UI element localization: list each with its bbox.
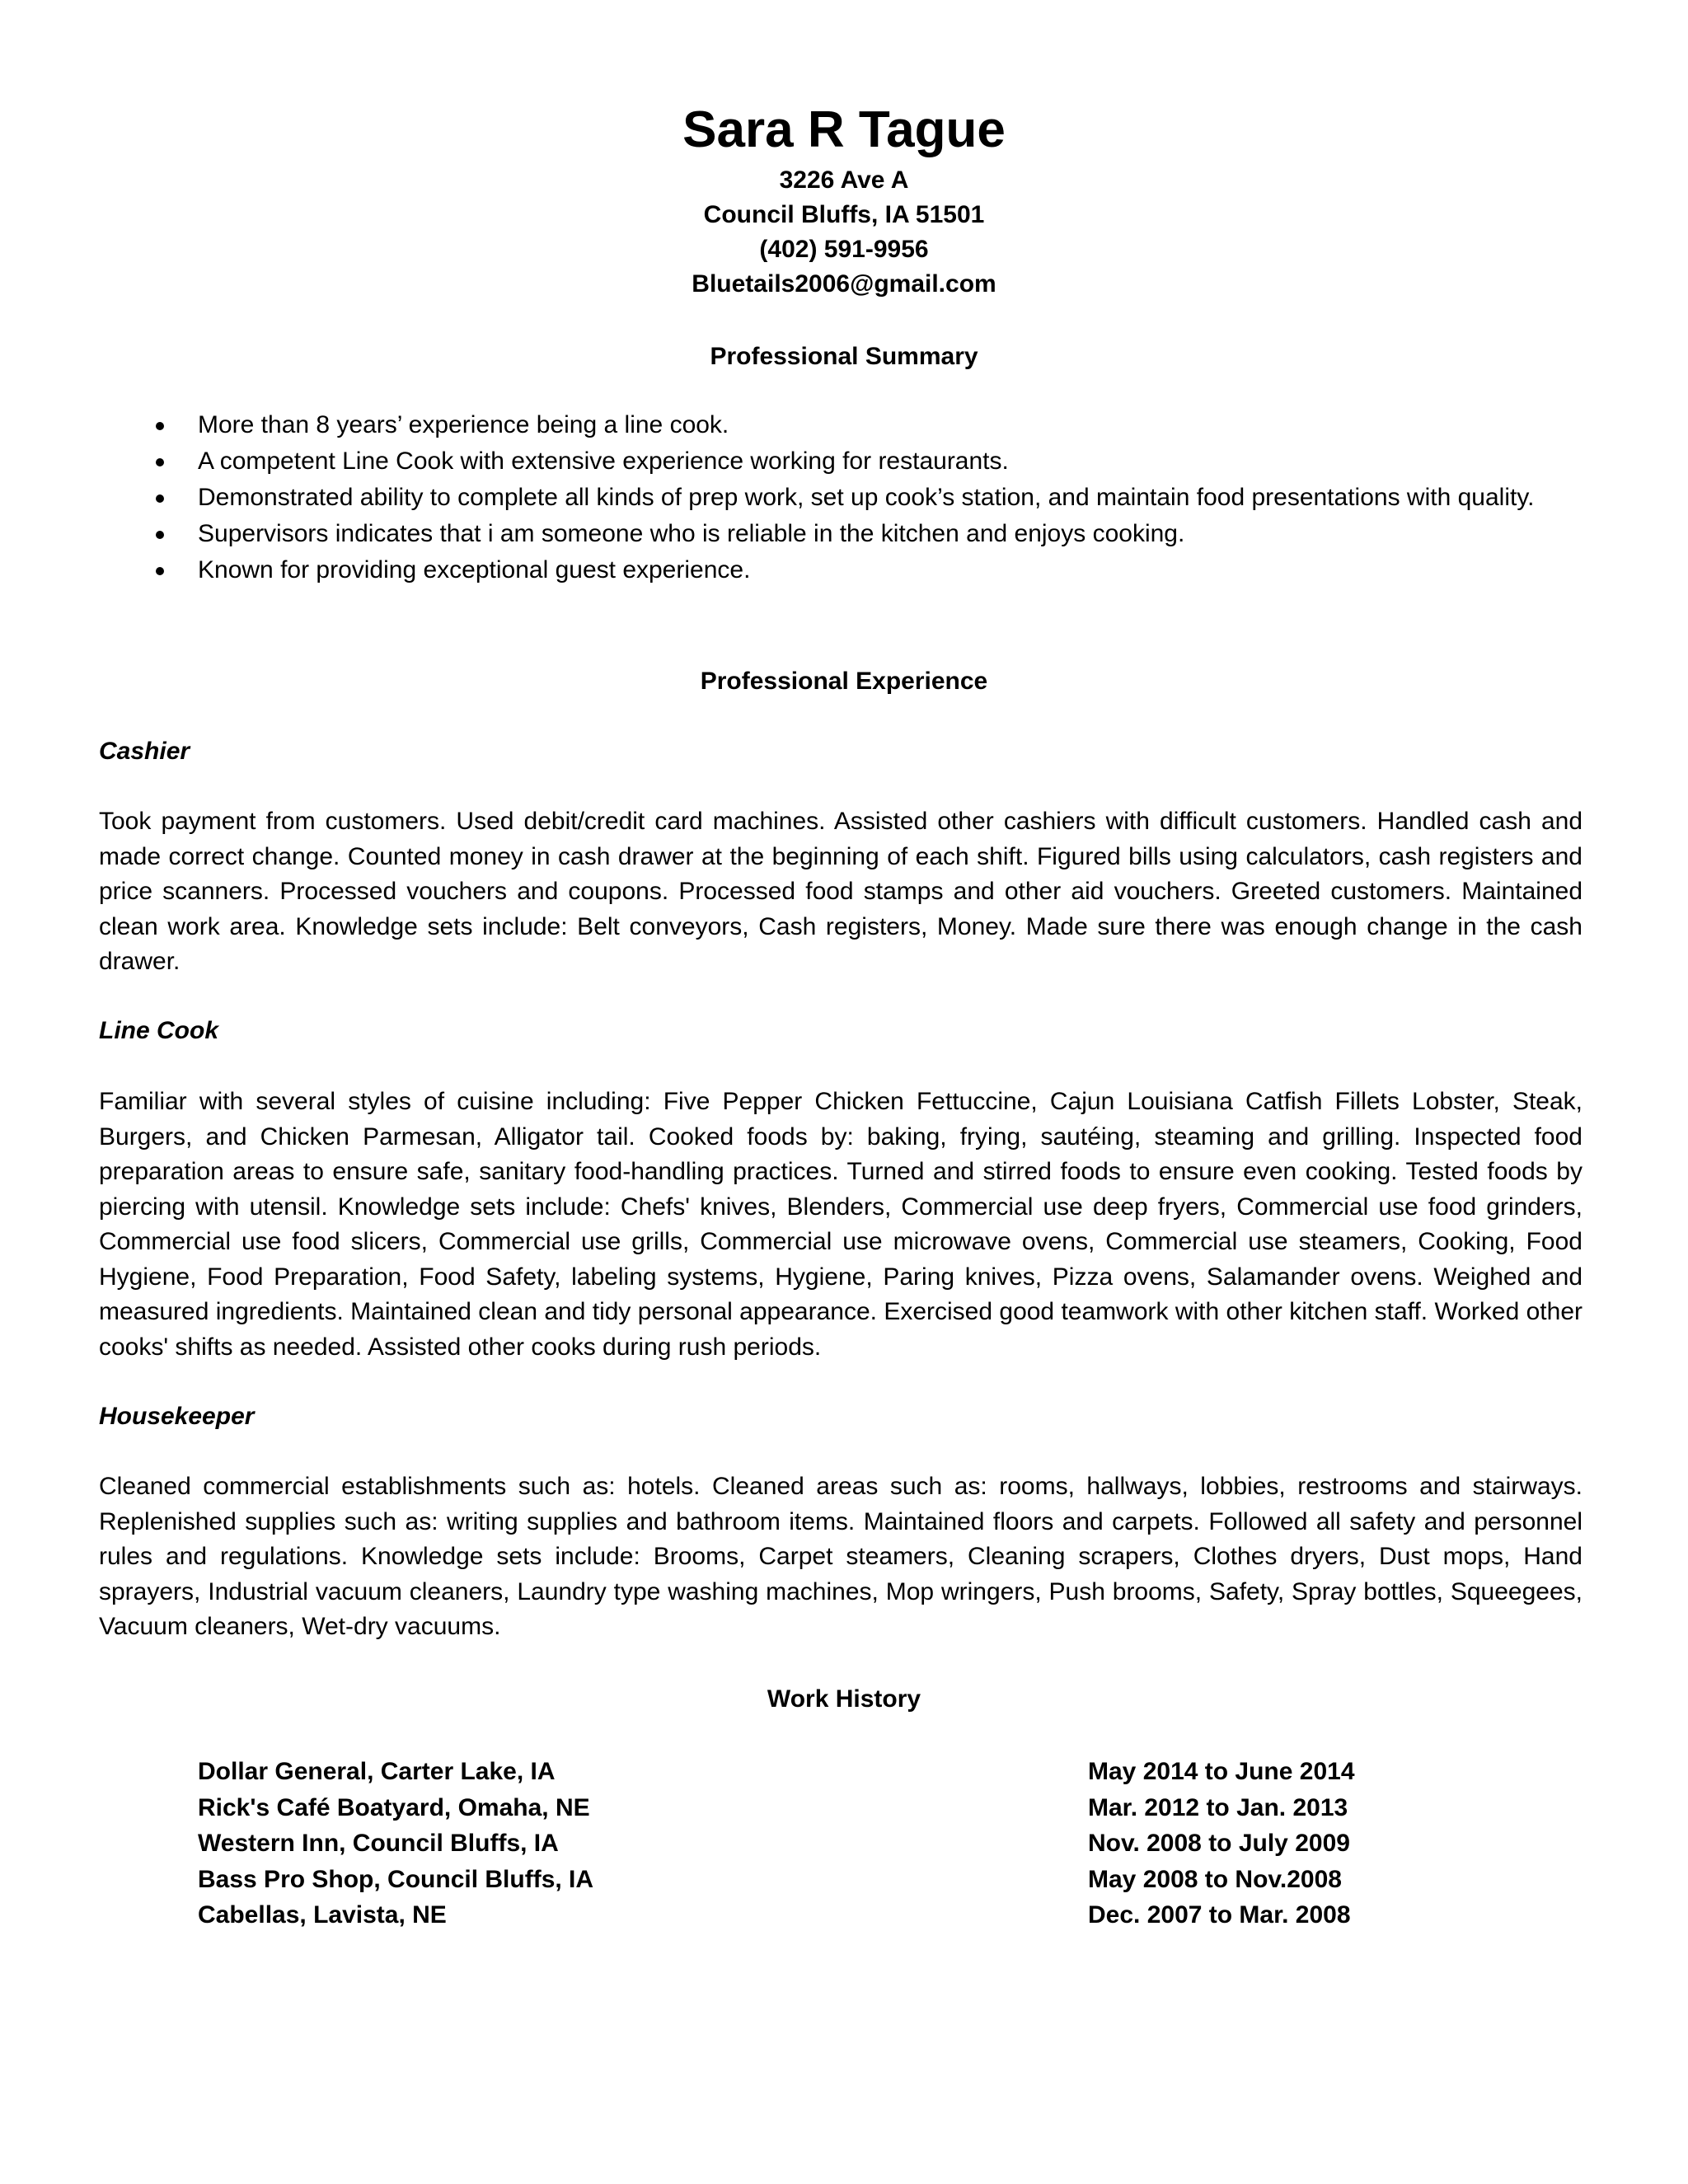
employer: Bass Pro Shop, Council Bluffs, IA	[198, 1865, 594, 1893]
summary-heading: Professional Summary	[710, 343, 978, 370]
summary-list	[144, 407, 1578, 588]
work-history-row	[198, 1754, 1434, 1790]
bullet-icon	[156, 567, 164, 575]
bullet-icon	[156, 494, 164, 503]
experience-heading: Professional Experience	[700, 668, 988, 695]
employer: Dollar General, Carter Lake, IA	[198, 1758, 556, 1785]
work-history-row	[198, 1897, 1434, 1933]
email-address: Bluetails2006@gmail.com	[692, 270, 996, 298]
work-history-heading: Work History	[767, 1685, 921, 1713]
summary-item: Demonstrated ability to complete all kinds of prep work, set up cook’s station, and maintain food presentations with quality.	[144, 480, 1578, 516]
bullet-icon	[156, 422, 164, 430]
employment-dates: Dec. 2007 to Mar. 2008	[1088, 1901, 1351, 1929]
work-history-row	[198, 1825, 1434, 1862]
address-line-2: Council Bluffs, IA 51501	[703, 201, 985, 228]
work-history-row	[198, 1862, 1434, 1898]
work-history-row	[198, 1790, 1434, 1826]
bullet-icon	[156, 458, 164, 466]
candidate-name: Sara R Tague	[682, 101, 1006, 158]
phone-number: (402) 591-9956	[759, 236, 929, 263]
address-line-1: 3226 Ave A	[779, 166, 909, 194]
employer: Western Inn, Council Bluffs, IA	[198, 1830, 559, 1857]
work-history-table	[198, 1754, 1434, 1933]
job-title-housekeeper: Housekeeper	[99, 1403, 255, 1430]
summary-item: More than 8 years’ experience being a line cook.	[144, 407, 1578, 443]
resume-header	[0, 97, 1688, 302]
job-description-housekeeper: Cleaned commercial establishments such as: hotels. Cleaned areas such as: rooms, hallways, lobbies, restrooms and stairways. Replenished supplies such as: writing supplies and bathroom items. Maintained floors and carpets. Followed all safety and personnel rules and regulations. Knowledge sets include: Brooms, Carpet steamers, Cleaning scrapers, Clothes dryers, Dust mops, Hand sprayers, Industrial vacuum cleaners, Laundry type washing machines, Mop wringers, Push brooms, Safety, Spray bottles, Squeegees, Vacuum cleaners, Wet-dry vacuums.	[99, 1473, 1582, 1640]
bullet-icon	[156, 531, 164, 539]
job-title-cashier: Cashier	[99, 738, 190, 765]
summary-item: Supervisors indicates that i am someone who is reliable in the kitchen and enjoys cooking.	[144, 516, 1578, 552]
employer: Cabellas, Lavista, NE	[198, 1901, 447, 1929]
employment-dates: May 2008 to Nov.2008	[1088, 1865, 1342, 1893]
job-title-line-cook: Line Cook	[99, 1017, 219, 1044]
summary-item: A competent Line Cook with extensive experience working for restaurants.	[144, 443, 1578, 480]
summary-item: Known for providing exceptional guest experience.	[144, 552, 1578, 588]
job-description-line-cook: Familiar with several styles of cuisine including: Five Pepper Chicken Fettuccine, Cajun Louisiana Catfish Fillets Lobster, Steak, Burgers, and Chicken Parmesan, Alligator tail. Cooked foods by: baking, frying, sautéing, steaming and grilling. Inspected food preparation areas to ensure safe, sanitary food-handling practices. Turned and stirred foods to ensure even cooking. Tested foods by piercing with utensil. Knowledge sets include: Chefs' knives, Blenders, Commercial use deep fryers, Commercial use food grinders, Commercial use food slicers, Commercial use grills, Commercial use microwave ovens, Commercial use steamers, Cooking, Food Hygiene, Food Preparation, Food Safety, labeling systems, Hygiene, Paring knives, Pizza ovens, Salamander ovens. Weighed and measured ingredients. Maintained clean and tidy personal appearance. Exercised good teamwork with other kitchen staff. Worked other cooks' shifts as needed. Assisted other cooks during rush periods.	[99, 1088, 1582, 1361]
job-description-cashier: Took payment from customers. Used debit/credit card machines. Assisted other cashiers with difficult customers. Handled cash and made correct change. Counted money in cash drawer at the beginning of each shift. Figured bills using calculators, cash registers and price scanners. Processed vouchers and coupons. Processed food stamps and other aid vouchers. Greeted customers. Maintained clean work area. Knowledge sets include: Belt conveyors, Cash registers, Money. Made sure there was enough change in the cash drawer.	[99, 808, 1582, 975]
employment-dates: Mar. 2012 to Jan. 2013	[1088, 1793, 1348, 1821]
employment-dates: Nov. 2008 to July 2009	[1088, 1830, 1350, 1857]
employment-dates: May 2014 to June 2014	[1088, 1758, 1355, 1785]
employer: Rick's Café Boatyard, Omaha, NE	[198, 1793, 590, 1821]
